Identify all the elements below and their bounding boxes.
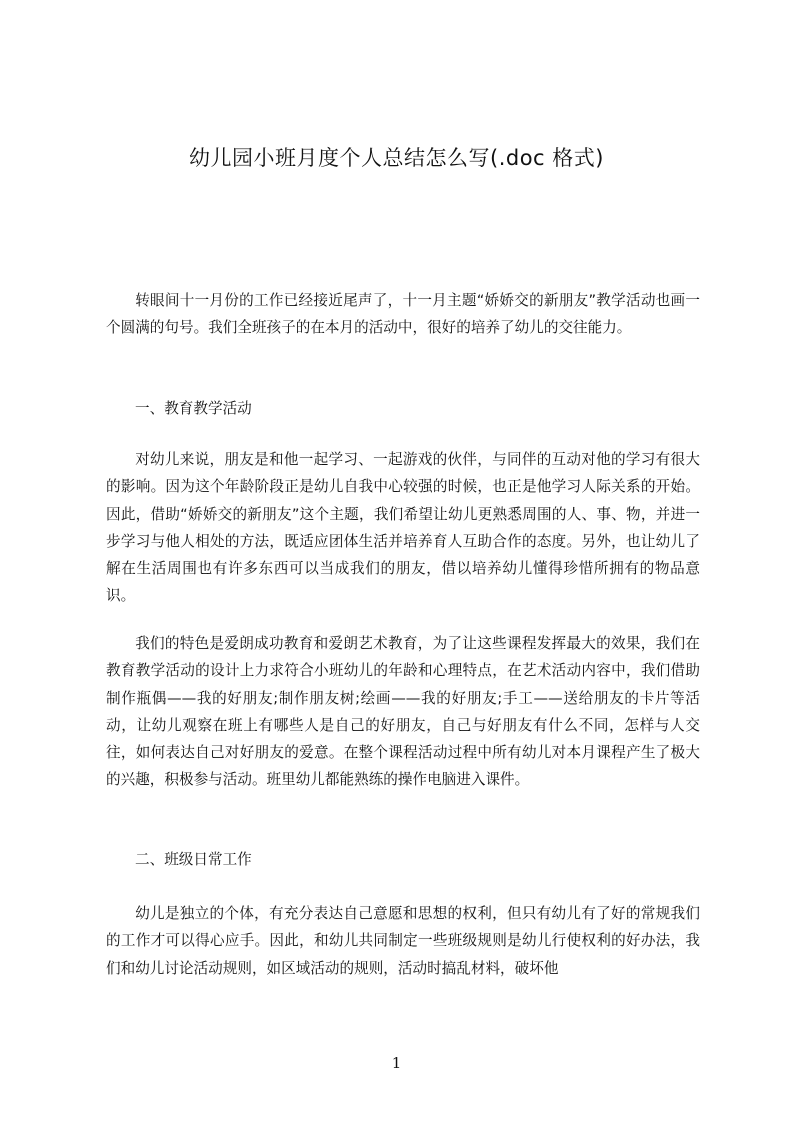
daily-work-paragraph-1: 幼儿是独立的个体，有充分表达自己意愿和思想的权利，但只有幼儿有了好的常规我们的工作才可以得心应手。因此，和幼儿共同制定一些班级规则是幼儿行使权利的好办法，我们和幼儿讨论活动规则，如区域活动的规则，活动时搞乱材料，破坏他	[106, 905, 700, 977]
document-title: 幼儿园小班月度个人总结怎么写(.doc 格式)	[189, 146, 604, 170]
section-heading-education: 一、教育教学活动	[135, 400, 252, 417]
education-paragraph-2: 我们的特色是爱朗成功教育和爱朗艺术教育，为了让这些课程发挥最大的效果，我们在教育教学活动的设计上力求符合小班幼儿的年龄和心理特点，在艺术活动内容中，我们借助制作瓶偶——我的好朋友;制作朋友树;绘画——我的好朋友;手工——送给朋友的卡片等活动，让幼儿观察在班上有哪些人是自己的好朋友，自己与好朋友有什么不同，怎样与人交往，如何表达自己对好朋友的爱意。在整个课程活动过程中所有幼儿对本月课程产生了极大的兴趣，积极参与活动。班里幼儿都能熟练的操作电脑进入课件。	[106, 635, 700, 789]
section-heading-daily-work: 二、班级日常工作	[135, 851, 252, 868]
education-paragraph-1: 对幼儿来说，朋友是和他一起学习、一起游戏的伙伴，与同伴的互动对他的学习有很大的影响。因为这个年龄阶段正是幼儿自我中心较强的时候，也正是他学习人际关系的开始。因此，借助“娇娇交的新朋友”这个主题，我们希望让幼儿更熟悉周围的人、事、物，并进一步学习与他人相处的方法，既适应团体生活并培养育人互助合作的态度。另外，也让幼儿了解在生活周围也有许多东西可以当成我们的朋友，借以培养幼儿懂得珍惜所拥有的物品意识。	[106, 451, 700, 605]
page-number: 1	[391, 1054, 402, 1072]
intro-paragraph: 转眼间十一月份的工作已经接近尾声了，十一月主题“娇娇交的新朋友”教学活动也画一个圆满的句号。我们全班孩子的在本月的活动中，很好的培养了幼儿的交往能力。	[106, 292, 700, 337]
